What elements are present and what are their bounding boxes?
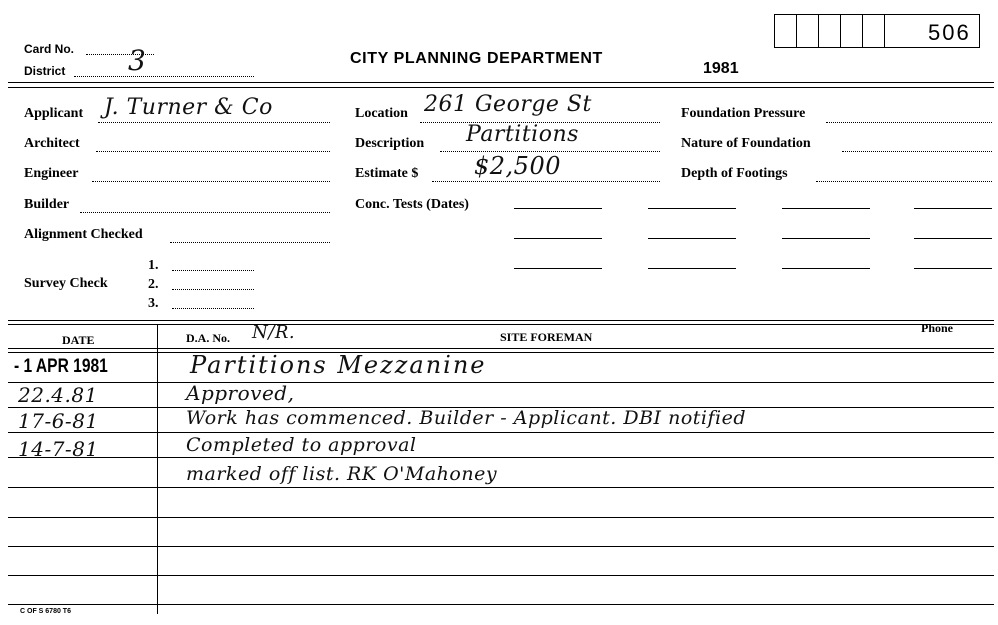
row-line-8: [8, 575, 994, 576]
entry-text-3: Work has commenced. Builder - Applicant. DBI notified: [186, 407, 746, 429]
estimate-label: Estimate $: [355, 166, 419, 181]
conc-tests-label: Conc. Tests (Dates): [355, 197, 469, 212]
row-line-3: [8, 432, 994, 433]
table-rule-top-2: [8, 324, 994, 325]
row-line-1: [8, 382, 994, 383]
row-line-6: [8, 517, 994, 518]
table-header-rule-2: [8, 352, 994, 353]
card-number: 506: [928, 20, 971, 45]
applicant-label: Applicant: [24, 106, 84, 121]
card-no-label: Card No.: [24, 42, 75, 56]
entry-date-3: 17-6-81: [18, 409, 99, 433]
description-label: Description: [355, 136, 425, 151]
conc-date-r3c3: [782, 268, 870, 269]
conc-date-r3c4: [914, 268, 992, 269]
conc-date-r2c3: [782, 238, 870, 239]
applicant-value: J. Turner & Co: [104, 95, 273, 120]
location-label: Location: [355, 106, 408, 121]
phone-header: Phone: [921, 321, 954, 335]
site-foreman-header: SITE FOREMAN: [500, 330, 593, 344]
entry-text-1: Partitions Mezzanine: [190, 351, 487, 379]
conc-date-r2c2: [648, 238, 736, 239]
header-rule-top: [8, 82, 994, 83]
entry-text-2: Approved,: [186, 381, 295, 405]
description-value: Partitions: [466, 122, 579, 147]
estimate-value: $2,500: [474, 152, 561, 180]
survey-label: Survey Check: [24, 276, 108, 291]
district-line: [74, 76, 254, 77]
foundation-pressure-line: [826, 122, 992, 123]
table-rule-top: [8, 320, 994, 321]
district-label: District: [24, 64, 66, 78]
entry-date-2: 22.4.81: [18, 383, 98, 407]
conc-date-r3c1: [514, 268, 602, 269]
entry-text-4: Completed to approval: [186, 434, 417, 456]
table-header-rule: [8, 348, 994, 349]
conc-date-r1c1: [514, 208, 602, 209]
survey-line-3: [172, 308, 254, 309]
builder-label: Builder: [24, 197, 70, 212]
form-code: C OF S 6780 T6: [20, 608, 71, 615]
card-number-box: [774, 14, 980, 48]
conc-date-r2c4: [914, 238, 992, 239]
row-line-9: [8, 604, 994, 605]
alignment-line: [170, 242, 330, 243]
nature-foundation-label: Nature of Foundation: [681, 136, 811, 151]
engineer-line: [92, 181, 330, 182]
architect-line: [96, 151, 330, 152]
conc-date-r2c1: [514, 238, 602, 239]
row-line-5: [8, 487, 994, 488]
location-value: 261 George St: [424, 92, 592, 117]
nature-foundation-line: [842, 151, 992, 152]
depth-footings-label: Depth of Footings: [681, 166, 788, 181]
da-no-label: D.A. No.: [186, 331, 230, 345]
applicant-line: [98, 122, 330, 123]
entry-date-4: 14-7-81: [18, 437, 99, 461]
conc-date-r3c2: [648, 268, 736, 269]
entry-date-1: - 1 APR 1981: [14, 356, 108, 377]
page-title: CITY PLANNING DEPARTMENT: [350, 50, 603, 67]
architect-label: Architect: [24, 136, 80, 151]
alignment-label: Alignment Checked: [24, 227, 143, 242]
survey-number-2: 2.: [148, 277, 159, 292]
row-line-7: [8, 546, 994, 547]
header-rule-bottom: [8, 87, 994, 88]
da-no-value: N/R.: [252, 322, 296, 343]
conc-date-r1c2: [648, 208, 736, 209]
row-line-4: [8, 457, 994, 458]
survey-number-3: 3.: [148, 296, 159, 311]
survey-line-2: [172, 289, 254, 290]
builder-line: [80, 212, 330, 213]
survey-number-1: 1.: [148, 258, 159, 273]
conc-date-r1c3: [782, 208, 870, 209]
entry-text-5: marked off list. RK O'Mahoney: [186, 463, 498, 485]
foundation-pressure-label: Foundation Pressure: [681, 106, 806, 121]
survey-line-1: [172, 270, 254, 271]
year-label: 1981: [703, 60, 739, 77]
engineer-label: Engineer: [24, 166, 79, 181]
estimate-line: [432, 181, 660, 182]
district-value: 3: [128, 44, 147, 77]
conc-date-r1c4: [914, 208, 992, 209]
date-header: DATE: [62, 333, 95, 347]
date-column-divider: [157, 324, 158, 614]
depth-footings-line: [816, 181, 992, 182]
